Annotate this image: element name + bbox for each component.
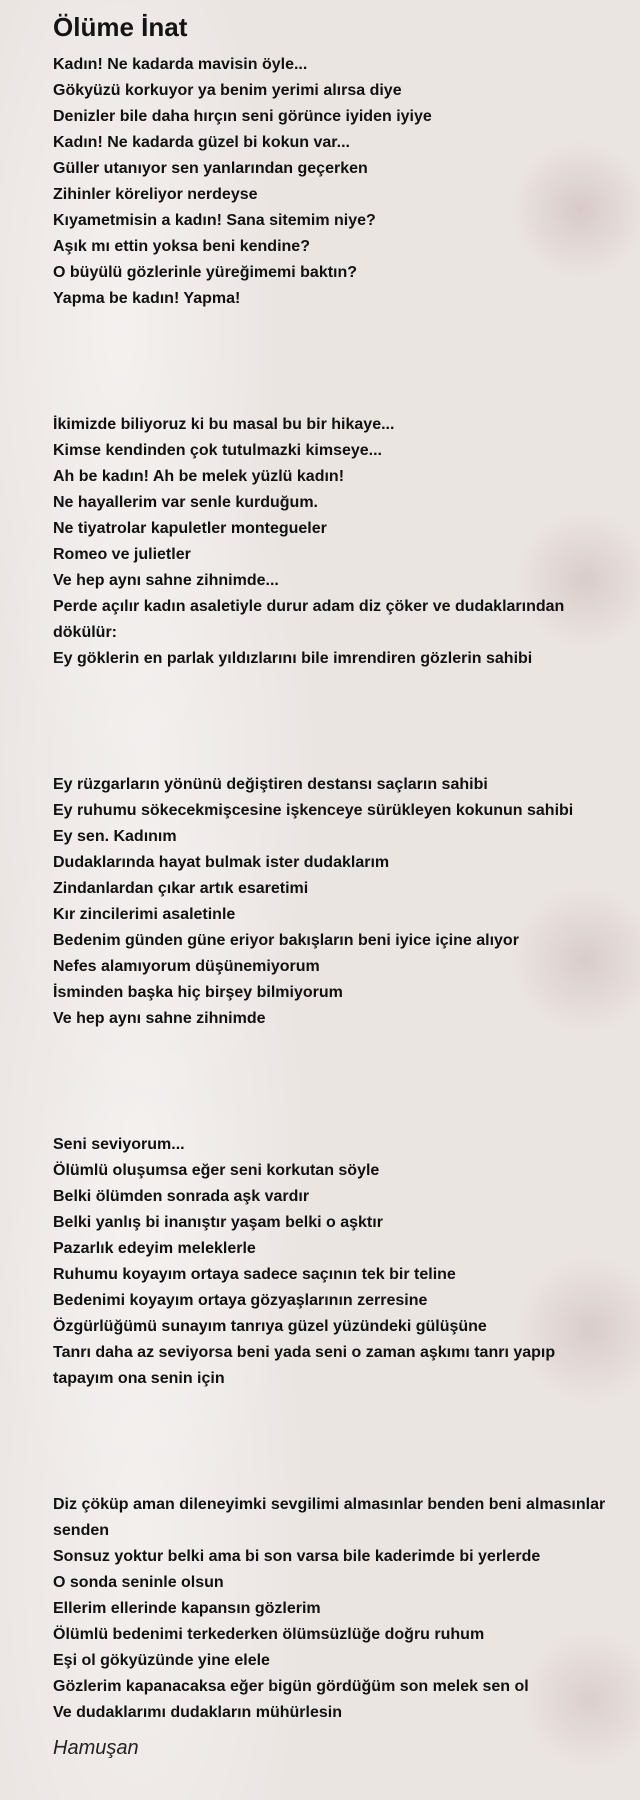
- stanza-3: [53, 772, 613, 1032]
- poem-line: Belki yanlış bi inanıştır yaşam belki o aşktır: [53, 1214, 383, 1231]
- poem-line: Ne tiyatrolar kapuletler montegueler: [53, 520, 327, 537]
- poem-line: Yapma be kadın! Yapma!: [53, 290, 241, 307]
- poem-line: Dudaklarında hayat bulmak ister dudaklarım: [53, 854, 390, 871]
- poem-line: Ölümlü bedenimi terkederken ölümsüzlüğe doğru ruhum: [53, 1626, 485, 1643]
- poem-line: Perde açılır kadın asaletiyle durur adam diz çöker ve dudaklarından dökülür:: [53, 598, 565, 641]
- poem-line: Ah be kadın! Ah be melek yüzlü kadın!: [53, 468, 345, 485]
- poem-line: İkimizde biliyoruz ki bu masal bu bir hikaye...: [53, 416, 395, 433]
- poem-line: Pazarlık edeyim meleklerle: [53, 1240, 256, 1257]
- poem-line: Seni seviyorum...: [53, 1136, 185, 1153]
- poem-line: Kadın! Ne kadarda güzel bi kokun var...: [53, 134, 350, 151]
- poem-line: Özgürlüğümü sunayım tanrıya güzel yüzündeki gülüşüne: [53, 1318, 487, 1335]
- poem-line: Ey rüzgarların yönünü değiştiren destansı saçların sahibi: [53, 776, 488, 793]
- poem-line: Aşık mı ettin yoksa beni kendine?: [53, 238, 310, 255]
- poem-container: [53, 0, 613, 1762]
- poem-line: Sonsuz yoktur belki ama bi son varsa bile kaderimde bi yerlerde: [53, 1548, 541, 1565]
- poem-line: Nefes alamıyorum düşünemiyorum: [53, 958, 320, 975]
- poem-line: Ve dudaklarımı dudakların mühürlesin: [53, 1704, 342, 1721]
- stanza-1: [53, 52, 613, 312]
- poem-line: Zihinler köreliyor nerdeyse: [53, 186, 258, 203]
- poem-line: Gözlerim kapanacaksa eğer bigün gördüğüm son melek sen ol: [53, 1678, 529, 1695]
- poem-line: Güller utanıyor sen yanlarından geçerken: [53, 160, 368, 177]
- poem-author[interactable]: Hamuşan: [53, 1737, 139, 1759]
- poem-line: Ellerim ellerinde kapansın gözlerim: [53, 1600, 321, 1617]
- poem-line: Diz çöküp aman dileneyimki sevgilimi almasınlar benden beni almasınlar senden: [53, 1496, 606, 1539]
- poem-line: Ey göklerin en parlak yıldızlarını bile imrendiren gözlerin sahibi: [53, 650, 533, 667]
- stanza-5: [53, 1492, 613, 1726]
- poem-line: Ey ruhumu sökecekmişcesine işkenceye sürükleyen kokunun sahibi: [53, 802, 574, 819]
- poem-line: Gökyüzü korkuyor ya benim yerimi alırsa diye: [53, 82, 402, 99]
- poem-line: Ve hep aynı sahne zihnimde: [53, 1010, 266, 1027]
- poem-line: Zindanlardan çıkar artık esaretimi: [53, 880, 309, 897]
- poem-line: Ruhumu koyayım ortaya sadece saçının tek bir teline: [53, 1266, 456, 1283]
- poem-line: Romeo ve julietler: [53, 546, 191, 563]
- poem-line: Ne hayallerim var senle kurduğum.: [53, 494, 318, 511]
- poem-line: Denizler bile daha hırçın seni görünce iyiden iyiye: [53, 108, 432, 125]
- stanza-4: [53, 1132, 613, 1392]
- poem-line: Belki ölümden sonrada aşk vardır: [53, 1188, 310, 1205]
- poem-line: Kadın! Ne kadarda mavisin öyle...: [53, 56, 308, 73]
- poem-line: Tanrı daha az seviyorsa beni yada seni o zaman aşkımı tanrı yapıp tapayım ona senin için: [53, 1344, 556, 1387]
- poem-line: Bedenimi koyayım ortaya gözyaşlarının zerresine: [53, 1292, 428, 1309]
- poem-line: Ey sen. Kadınım: [53, 828, 177, 845]
- poem-line: Eşi ol gökyüzünde yine elele: [53, 1652, 270, 1669]
- poem-line: Ve hep aynı sahne zihnimde...: [53, 572, 279, 589]
- poem-line: O büyülü gözlerinle yüreğimemi baktın?: [53, 264, 358, 281]
- poem-line: Ölümlü oluşumsa eğer seni korkutan söyle: [53, 1162, 380, 1179]
- poem-line: İsminden başka hiç birşey bilmiyorum: [53, 984, 343, 1001]
- stanza-2: [53, 412, 613, 672]
- poem-title: Ölüme İnat: [53, 12, 188, 42]
- poem-line: O sonda seninle olsun: [53, 1574, 224, 1591]
- poem-line: Bedenim günden güne eriyor bakışların beni iyice içine alıyor: [53, 932, 519, 949]
- poem-line: Kıyametmisin a kadın! Sana sitemim niye?: [53, 212, 376, 229]
- poem-line: Kimse kendinden çok tutulmazki kimseye...: [53, 442, 382, 459]
- poem-line: Kır zincilerimi asaletinle: [53, 906, 236, 923]
